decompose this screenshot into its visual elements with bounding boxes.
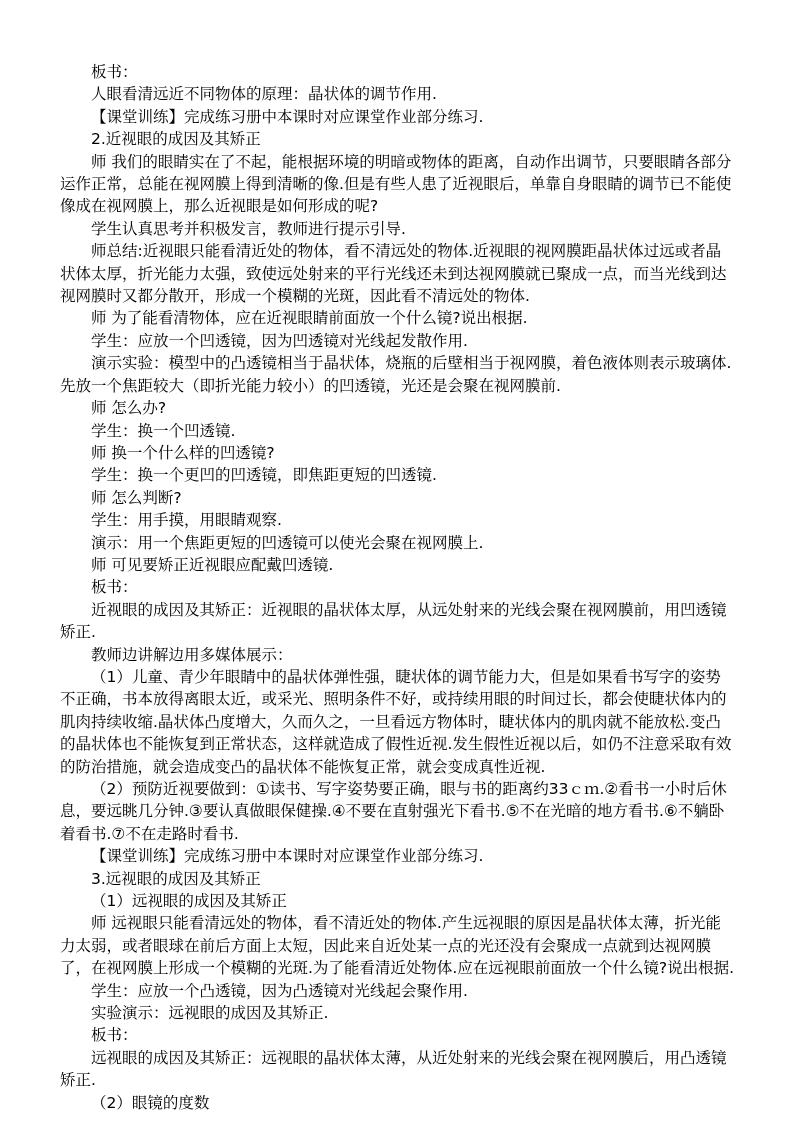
- paragraph: 演示：用一个焦距更短的凹透镜可以使光会聚在视网膜上.: [91, 533, 484, 552]
- paragraph: 学生：换一个更凹的凹透镜，即焦距更短的凹透镜.: [91, 466, 437, 485]
- paragraph: 学生认真思考并积极发言，教师进行提示引导.: [91, 219, 406, 238]
- paragraph: 师 远视眼只能看清远处的物体，看不清近处的物体.产生远视眼的原因是晶状体太薄，折光能力太弱，或者眼球在前后方面上太短，因此来自近处某一点的光还没有会聚成一点就到达视网膜了，在视网膜上形成一个模糊的光斑.为了能看清近处物体.应在远视眼前面放一个什么镜?说出根据.: [60, 914, 735, 978]
- section-heading: 2.近视眼的成因及其矫正: [91, 130, 261, 149]
- paragraph: 板书：: [91, 1026, 138, 1045]
- paragraph: 师 可见要矫正近视眼应配戴凹透镜.: [91, 555, 334, 574]
- paragraph: 近视眼的成因及其矫正：近视眼的晶状体太厚，从远处射来的光线会聚在视网膜前，用凹透镜矫正.: [60, 600, 727, 642]
- section-heading: 3.远视眼的成因及其矫正: [91, 869, 261, 888]
- paragraph: 师总结:近视眼只能看清近处的物体，看不清远处的物体.近视眼的视网膜距晶状体过远或者晶状体太厚，折光能力太强，致使远处射来的平行光线还未到达视网膜就已聚成一点，而当光线到达视网膜时又都分散开，形成一个模糊的光斑，因此看不清远处的物体.: [60, 242, 727, 306]
- subsection-heading: （1）远视眼的成因及其矫正: [91, 892, 287, 911]
- paragraph: 实验演示：远视眼的成因及其矫正.: [91, 1004, 329, 1023]
- paragraph: 师 为了能看清物体，应在近视眼睛前面放一个什么镜?说出根据.: [91, 309, 528, 328]
- paragraph: （1）儿童、青少年眼睛中的晶状体弹性强，睫状体的调节能力大，但是如果看书写字的姿势不正确，书本放得离眼太近，或采光、照明条件不好，或持续用眼的时间过长，都会使睫状体内的肌肉持续收缩.晶状体凸度增大，久而久之，一旦看远方物体时，睫状体内的肌肉就不能放松.变凸的晶状体也不能恢复到正常状态，这样就造成了假性近视.发生假性近视以后，如仍不注意采取有效的防治措施，就会造成变凸的晶状体不能恢复正常，就会变成真性近视.: [60, 667, 732, 776]
- paragraph: 师 怎么判断?: [91, 488, 182, 507]
- paragraph: 【课堂训练】完成练习册中本课时对应课堂作业部分练习.: [91, 847, 484, 866]
- paragraph: 学生：应放一个凹透镜，因为凹透镜对光线起发散作用.: [91, 331, 468, 350]
- paragraph: 教师边讲解边用多媒体展示：: [91, 645, 293, 664]
- paragraph: 学生：用手摸，用眼睛观察.: [91, 511, 282, 530]
- paragraph: 人眼看清远近不同物体的原理：晶状体的调节作用.: [91, 85, 437, 104]
- paragraph: 演示实验：模型中的凸透镜相当于晶状体，烧瓶的后壁相当于视网膜，着色液体则表示玻璃体.先放一个焦距较大（即折光能力较小）的凹透镜，光还是会聚在视网膜前.: [60, 354, 732, 395]
- document-page: [60, 61, 736, 1114]
- paragraph: （2）预防近视要做到：①读书、写字姿势要正确，眼与书的距离约33ｃｍ.②看书一小时后休息，要远眺几分钟.③要认真做眼保健操.④不要在直射强光下看书.⑤不在光暗的地方看书.⑥不躺卧着看书.⑦不在走路时看书.: [60, 780, 727, 843]
- subsection-heading: （2）眼镜的度数: [91, 1093, 210, 1112]
- paragraph: 师 我们的眼睛实在了不起，能根据环境的明暗或物体的距离，自动作出调节，只要眼睛各部分运作正常，总能在视网膜上得到清晰的像.但是有些人患了近视眼后，单靠自身眼睛的调节已不能使像成在视网膜上，那么近视眼是如何形成的呢?: [60, 152, 732, 216]
- paragraph: 【课堂训练】完成练习册中本课时对应课堂作业部分练习.: [91, 107, 484, 126]
- paragraph: 板书：: [91, 63, 138, 81]
- paragraph: 师 换一个什么样的凹透镜?: [91, 443, 275, 462]
- paragraph: 远视眼的成因及其矫正：远视眼的晶状体太薄，从近处射来的光线会聚在视网膜后，用凸透镜矫正.: [60, 1048, 727, 1090]
- paragraph: 学生：应放一个凸透镜，因为凸透镜对光线起会聚作用.: [91, 981, 468, 1000]
- paragraph: 学生：换一个凹透镜.: [91, 421, 236, 440]
- paragraph: 师 怎么办?: [91, 399, 167, 418]
- paragraph: 板书：: [91, 578, 138, 597]
